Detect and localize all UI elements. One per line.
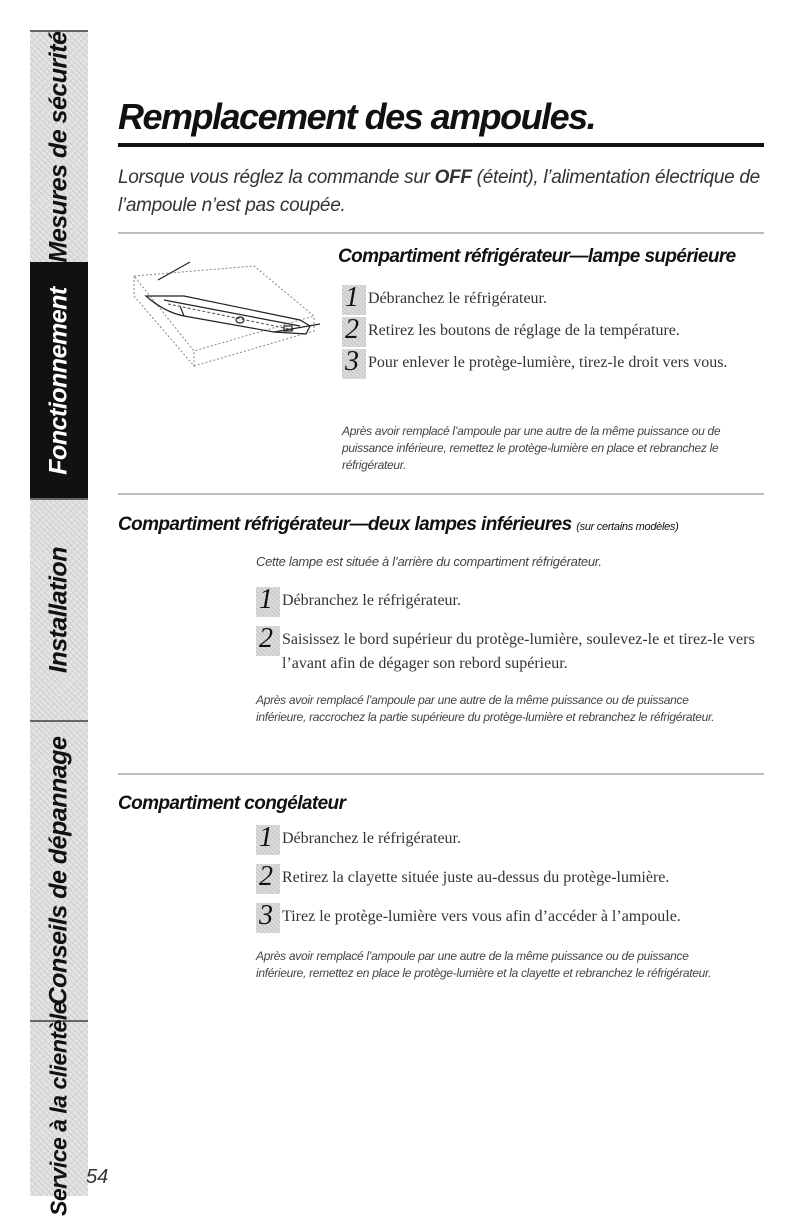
- light-shield-illustration: [124, 256, 320, 376]
- step-number: 2: [345, 314, 359, 345]
- step-number-badge: [256, 623, 280, 656]
- step-number-badge: [342, 346, 366, 379]
- step-number: 2: [259, 861, 273, 892]
- intro-off-keyword: OFF: [434, 167, 472, 188]
- step-text: Débranchez le réfrigérateur.: [282, 830, 461, 847]
- tab-mesures-de-securite[interactable]: [30, 30, 88, 262]
- section-intro-note: Cette lampe est située à l’arrière du compartiment réfrigérateur.: [256, 554, 602, 569]
- tab-label: Fonctionnement: [44, 287, 73, 475]
- step-text: Retirez les boutons de réglage de la température.: [368, 322, 680, 339]
- step: [342, 346, 762, 379]
- section-heading: [118, 514, 679, 536]
- section-divider: [118, 493, 764, 495]
- step: [256, 861, 762, 894]
- step: [256, 900, 762, 933]
- section-heading-text: Compartiment réfrigérateur—deux lampes inférieures: [118, 514, 572, 535]
- tab-label: Conseils de dépannage: [44, 736, 73, 1006]
- tab-conseils-de-depannage[interactable]: [30, 720, 88, 1020]
- intro-text: (éteint), l’alimentation électrique de l’ampoule n’est pas coupée.: [118, 167, 760, 216]
- step: [256, 584, 762, 617]
- intro-text: Lorsque vous réglez la commande sur: [118, 167, 435, 188]
- tab-label: Service à la clientèle: [45, 1001, 72, 1217]
- section-divider: [118, 232, 764, 234]
- step-number-badge: [256, 861, 280, 894]
- step-number-badge: [342, 282, 366, 315]
- step-number: 1: [345, 282, 359, 313]
- step-text: Débranchez le réfrigérateur.: [282, 592, 461, 609]
- step-text: Débranchez le réfrigérateur.: [368, 290, 547, 307]
- step-number: 1: [259, 822, 273, 853]
- step: [256, 822, 762, 855]
- step-number-badge: [256, 900, 280, 933]
- section-note: Après avoir remplacé l’ampoule par une autre de la même puissance ou de puissance inférieure, raccrochez la partie supérieure du protège-lumière et rebranchez le réfrigérateur.: [256, 693, 715, 724]
- section-note: Après avoir remplacé l’ampoule par une autre de la même puissance ou de puissance inférieure, remettez en place le protège-lumière et la clayette et rebranchez le réfrigérateur.: [256, 949, 712, 980]
- step: [342, 282, 762, 315]
- tab-service-a-la-clientele[interactable]: [30, 1001, 88, 1217]
- step-number-badge: [256, 584, 280, 617]
- intro-paragraph: [118, 164, 768, 220]
- section-heading: Compartiment congélateur: [118, 793, 346, 814]
- tab-label: Mesures de sécurité: [44, 31, 73, 263]
- step-text: Tirez le protège-lumière vers vous afin d’accéder à l’ampoule.: [282, 908, 681, 925]
- step-text: Retirez la clayette située juste au-dessus du protège-lumière.: [282, 869, 670, 886]
- step-number: 3: [345, 346, 359, 377]
- step: [256, 623, 762, 676]
- title-rule: [118, 143, 764, 147]
- step-text: Pour enlever le protège-lumière, tirez-le droit vers vous.: [368, 354, 728, 371]
- section-tabs: [30, 30, 88, 1217]
- tab-label: Installation: [44, 547, 73, 673]
- step-number-badge: [256, 822, 280, 855]
- section-heading: Compartiment réfrigérateur—lampe supérieure: [338, 246, 736, 267]
- step-number-badge: [342, 314, 366, 347]
- section-divider: [118, 773, 764, 775]
- step-number: 1: [259, 584, 273, 615]
- section-heading-note: (sur certains modèles): [576, 521, 679, 533]
- step-number: 3: [259, 900, 273, 931]
- page-number: 54: [86, 1166, 109, 1188]
- tab-fonctionnement[interactable]: [30, 262, 88, 498]
- section-note: Après avoir remplacé l’ampoule par une autre de la même puissance ou de puissance inférieure, remettez le protège-lumière en place et rebranchez le réfrigérateur.: [342, 424, 721, 472]
- tab-installation[interactable]: [30, 498, 88, 720]
- step: [342, 314, 762, 347]
- page-title: Remplacement des ampoules.: [118, 96, 596, 137]
- step-text: Saisissez le bord supérieur du protège-lumière, soulevez-le et tirez-le vers l’avant afin de dégager son rebord supérieur.: [282, 631, 755, 672]
- step-number: 2: [259, 623, 273, 654]
